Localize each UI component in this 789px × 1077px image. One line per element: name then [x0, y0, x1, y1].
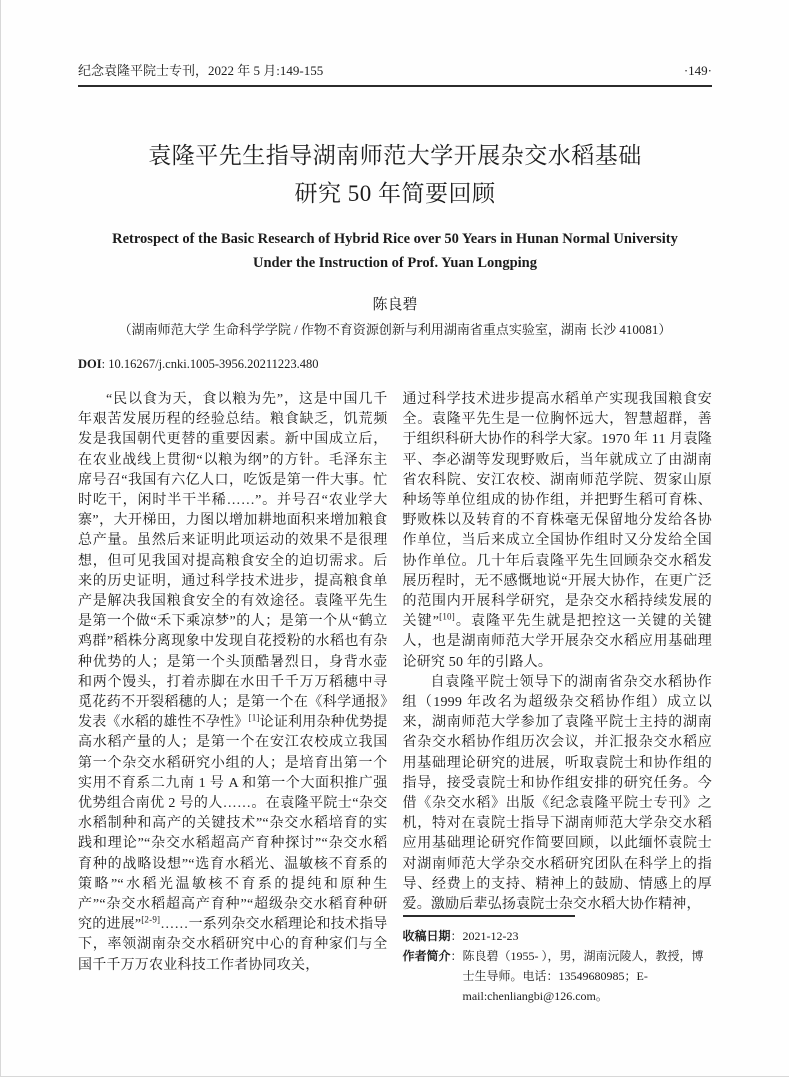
received-date-value: ：2021-12-23	[450, 929, 519, 944]
doi-line	[78, 356, 712, 373]
doi-label: DOI	[78, 357, 102, 371]
right-column	[403, 390, 713, 1008]
page-number: ·149·	[683, 63, 712, 78]
author-name: 陈良碧	[372, 297, 418, 313]
author-bio-line	[403, 946, 713, 1006]
body-paragraph: “民以食为天，食以粮为先”，这是中国几千年艰苦发展历程的经验总结。粮食缺乏，饥荒频发是我国朝代更替的重要因素。新中国成立后，在农业战线上贯彻“以粮为纲”的方针。毛泽东主席号召“我国有六亿人口，吃饭是第一件大事。忙时吃干，闲时半干半稀……”。并号召“农业学大寨”，大开梯田，力图以增加耕地面积来增加粮食总产量。虽然后来证明此项运动的效果不是很理想，但可见我国对提高粮食安全的迫切需求。后来的历史证明，通过科学技术进步，提高粮食单产是解决我国粮食安全的有效途径。袁隆平先生是第一个做“禾下乘凉梦”的人；是第一个从“鹤立鸡群”稻株分离现象中发现自花授粉的水稻也有杂种优势的人；是第一个头顶酷暑烈日，身背水壶和两个馒头，打着赤脚在水田千千万万稻穗中寻觅花药不开裂稻穗的人；是第一个在《科学通报》发表《水稻的雄性不孕性》[1]论证利用杂种优势提高水稻产量的人；是第一个在安江农校成立我国第一个杂交水稻研究小组的人；是培育出第一个实用不育系二九南 1 号 A 和第一个大面积推广强优势组合南优 2 号的人……。在袁隆平院士“杂交水稻制种和高产的关键技术”“杂交水稻培育的实践和理论”“杂交水稻超高产育种探讨”“杂交水稻育种的战略设想”“选育水稻光、温敏核不育系的策略”“水稻光温敏核不育系的提纯和原种生产”“杂交水稻超高产育种”“超级杂交水稻育种研究的进展”[2-9]……一系列杂交水稻理论和技术指导下，率领湖南杂交水稻研究中心的育种家们与全国千千万万农业科技工作者协同攻关，	[78, 392, 388, 973]
doi-value: : 10.16267/j.cnki.1005-3956.20211223.480	[101, 357, 319, 371]
body-columns	[78, 390, 712, 1008]
received-date-label: 收稿日期	[402, 929, 451, 944]
author-bio-value: ：陈良碧（1955- ），男，湖南沅陵人，教授，博士生导师。电话：13549680985；E-mail:chenliangbi@126.com。	[450, 949, 704, 1004]
reference-marker: [1]	[248, 712, 260, 723]
page-content	[1, 0, 789, 1076]
journal-issue-info: 纪念袁隆平院士专刊，2022 年 5 月:149-155	[78, 63, 324, 78]
reference-marker: [2-9]	[141, 914, 161, 925]
footnote-divider	[403, 915, 575, 917]
article-title-en: Retrospect of the Basic Research of Hybrid Rice over 50 Years in Hunan Normal University Under the Instruction of Prof. Yuan Longping	[112, 231, 678, 271]
body-paragraph: 自袁隆平院士领导下的湖南省杂交水稻协作组（1999 年改名为超级杂交稻协作组）成立以来，湖南师范大学参加了袁隆平院士主持的湖南省杂交水稻协作组历次会议，并汇报杂交水稻应用基础理论研究的进展，听取袁院士和协作组的指导，接受袁院士和协作组安排的研究任务。今借《杂交水稻》出版《纪念袁隆平院士专刊》之机，特对在袁院士指导下湖南师范大学杂交水稻应用基础理论研究作简要回顾，以此缅怀袁院士对湖南师范大学杂交水稻研究团队在科学上的指导、经费上的支持、精神上的鼓励、情感上的厚爱。激励后辈弘扬袁院士杂交水稻大协作精神，	[402, 674, 712, 913]
reference-marker: [10]	[439, 611, 455, 622]
footnote-block	[403, 915, 713, 1016]
running-head	[78, 62, 712, 87]
body-paragraph: 通过科学技术进步提高水稻单产实现我国粮食安全。袁隆平先生是一位胸怀远大，智慧超群，善于组织科研大协作的科学大家。1970 年 11 月袁隆平、李必湖等发现野败后，当年就成立了由湖南省农科院、安江农校、湖南师范学院、贺家山原种场等单位组成的协作组，并把野生稻可育株、野败株以及转育的不育株毫无保留地分发给各协作单位，当后来成立全国协作组时又分发给全国协作单位。几十年后袁隆平先生回顾杂交水稻发展历程时，无不感慨地说“开展大协作，在更广泛的范围内开展科学研究，是杂交水稻持续发展的关键”[10]。袁隆平先生就是把控这一关键的关键人，也是湖南师范大学开展杂交水稻应用基础理论研究 50 年的引路人。	[402, 392, 712, 670]
author-affiliation: （湖南师范大学 生命科学学院 / 作物不育资源创新与利用湖南省重点实验室，湖南 长沙 410081）	[118, 322, 672, 337]
article-title-cn: 袁隆平先生指导湖南师范大学开展杂交水稻基础研究 50 年简要回顾	[148, 143, 642, 206]
left-column	[78, 390, 388, 1008]
author-bio-label: 作者简介	[402, 949, 451, 964]
received-date-line	[403, 926, 713, 946]
